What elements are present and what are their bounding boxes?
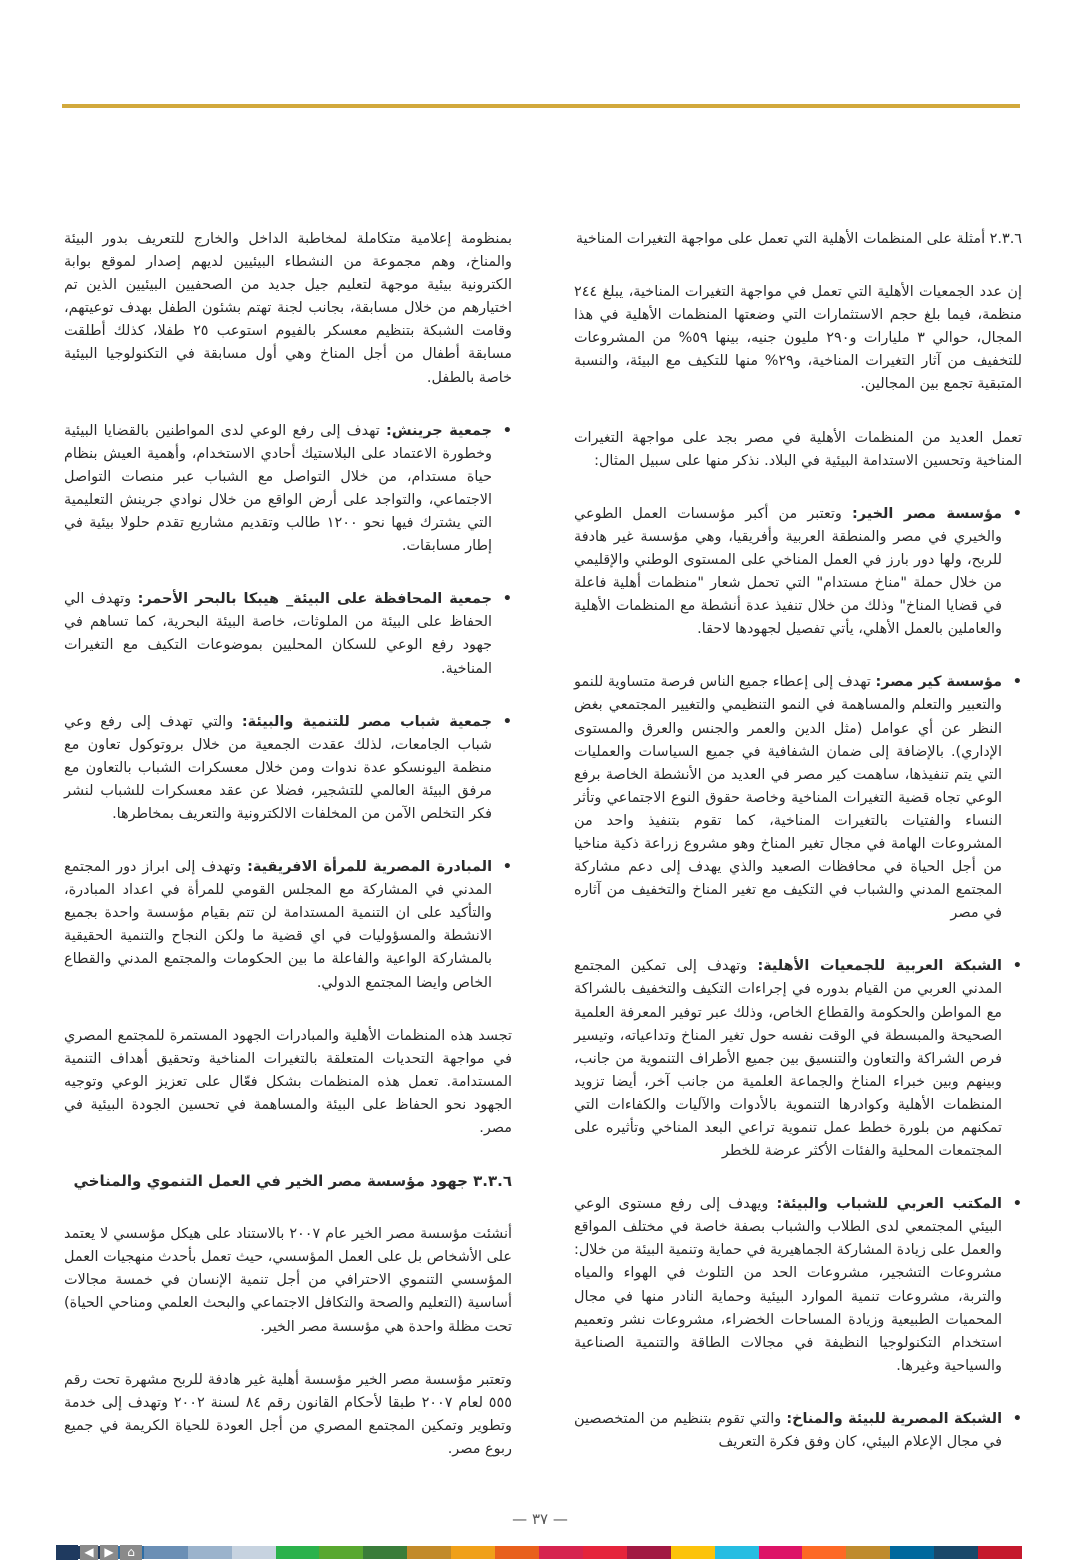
stripe-segment [144,1546,188,1559]
stripe-segment [978,1546,1022,1559]
bullet-icon: • [502,422,512,439]
stripe-segment [583,1546,627,1559]
bullet-icon: • [1012,674,1022,691]
nav-swatch [56,1545,78,1560]
bullet-icon: • [1012,958,1022,975]
paragraph-network-continued: بمنظومة إعلامية متكاملة لمخاطبة الداخل والخارج للتعريف بدور البيئة والمناخ، وهم مجموعة من النشطاء البيئيين لديهم إصدار لموقع بوابة الكترونية بيئية موجهة لتعليم جيل جديد من الصحفيين البيئيين الذين تم اختيارهم من خلال مسابقة، بجانب لجنة تهتم بشئون الطفل بهدف توعيتهم، وقامت الشبكة بتنظيم معسكر بالفيوم استوعب ٢٥ طفلا، كذلك أطلقت مسابقة أطفال من أجل المناخ وهي أول مسابقة في التكنولوجيا البيئية خاصة بالطفل. [64,231,512,386]
paragraph-ngo-count: إن عدد الجمعيات الأهلية التي تعمل في مواجهة التغيرات المناخية، يبلغ ٢٤٤ منظمة، فيما بلغ حجم الاستثمارات التي وضعتها المنظمات الأهلية في هذا المجال، حوالي ٣ مليارات و٢٩٠ مليون جنيه، بينها ٥٩% من المشروعات للتخفيف من آثار التغيرات المناخية، و٢٩% منها للتكيف مع البيئة، والنسبة المتبقية تجمع بين المجالين. [574,284,1023,393]
stripe-segment [319,1546,363,1559]
stripe-segment [495,1546,539,1559]
bullet-icon: • [1012,1410,1022,1427]
sdg-color-stripe [56,1546,1022,1559]
stripe-segment [451,1546,495,1559]
bullet-icon: • [1012,1196,1022,1213]
list-item: • مؤسسة مصر الخير: وتعتبر من أكبر مؤسسات العمل الطوعي والخيري في مصر والمنطقة العربية وأفريقيا، وهي مؤسسة غير هادفة للربح، ولها دور بارز في العمل المناخي على المستوى الوطني والإقليمي من خلال حملة "مناخ مستدام" التي تحمل شعار "منظمات أهلية فاعلة في قضايا المناخ" وذلك من خلال تنفيذ عدة أنشطة مع المنظمات الأهلية والعاملين بالعمل الأهلي، يأتي تفصيل لجهودها لاحقا. [574,503,1022,642]
bullet-icon: • [1012,505,1022,522]
page-nav [56,1545,142,1560]
section-heading-2-3-6: ٢.٣.٦ أمثلة على المنظمات الأهلية التي تعمل على مواجهة التغيرات المناخية [575,231,1022,247]
stripe-segment [539,1546,583,1559]
bullet-icon: • [502,591,512,608]
home-icon[interactable]: ⌂ [120,1545,142,1560]
page-number: — ٣٧ — [512,1510,568,1528]
list-item: • المكتب العربي للشباب والبيئة: ويهدف إلى رفع مستوى الوعي البيئي المجتمعي لدى الطلاب والشباب بصفة خاصة في مختلف المواقع والعمل على زيادة المشاركة الجماهيرية في حماية وتنمية البيئة من خلال: مشروعات التشجير، مشروعات الحد من التلوث في الهواء والمياه والتربة، مشروعات تنمية الموارد البيئية وحماية النادر منها في مجال المحميات الطبيعية وزيادة المساحات الخضراء، مشروعات نشر وتعميم استخدام التكنولوجيا النظيفة في مجالات الطاقة والتنمية الصناعية والسياحية وغيرها. [574,1193,1022,1378]
list-item: • جمعية جرينش: تهدف إلى رفع الوعي لدى المواطنين بالقضايا البيئية وخطورة الاعتماد على البلاستيك أحادي الاستخدام، وأهمية العيش بنظام حياة مستدام، من خلال التواصل مع الشباب عبر منصات التواصل الاجتماعي، والتواجد على أرض الواقع من خلال نوادي جرينش التعليمية التي يشترك فيها نحو ١٢٠٠ طالب وتقديم مشاريع تقدم حلولا بيئية في إطار مسابقات. [64,420,512,559]
ngo-list-left [64,420,512,995]
bullet-icon: • [502,713,512,730]
list-item: • الشبكة المصرية للبيئة والمناخ: والتي تقوم بتنظيم من المتخصصين في مجال الإعلام البيئي، كان وفق فكرة التعريف [574,1408,1022,1454]
stripe-segment [802,1546,846,1559]
paragraph-summary: تجسد هذه المنظمات الأهلية والمبادرات الجهود المستمرة للمجتمع المصري في مواجهة التحديات المتعلقة بالتغيرات المناخية وتحقيق أهداف التنمية المستدامة. تعمل هذه المنظمات بشكل فعّال على تعزيز الوعي وتوجيه الجهود نحو الحفاظ على البيئة والمساهمة في تحسين الجودة البيئية في مصر. [64,1027,512,1136]
arrow-right-icon[interactable]: ▶ [100,1545,118,1560]
ngo-list-right [574,503,1022,1454]
stripe-segment [276,1546,320,1559]
paragraph-foundation: أنشئت مؤسسة مصر الخير عام ٢٠٠٧ بالاستناد على هيكل مؤسسي لا يعتمد على الأشخاص بل على العمل المؤسسي، حيث تعمل بأحدث منهجيات العمل المؤسسي التنموي الاحترافي من أجل تنمية الإنسان في خمسة مجالات أساسية (التعليم والصحة والتكافل الاجتماعي والبحث العلمي ومناحي الحياة) تحت مظلة واحدة هي مؤسسة مصر الخير. [64,1226,512,1335]
stripe-segment [188,1546,232,1559]
section-heading-3-3-6: ٣.٣.٦ جهود مؤسسة مصر الخير في العمل التنموي والمناخي [73,1172,512,1191]
stripe-segment [232,1546,276,1559]
stripe-segment [759,1546,803,1559]
stripe-segment [363,1546,407,1559]
left-column [64,228,512,1491]
paragraph-ngo-intro: تعمل العديد من المنظمات الأهلية في مصر بجد على مواجهة التغيرات المناخية وتحسين الاستدامة البيئية في البلاد. نذكر منها على سبيل المثال: [574,429,1022,469]
stripe-segment [671,1546,715,1559]
list-item: • جمعية شباب مصر للتنمية والبيئة: والتي تهدف إلى رفع وعي شباب الجامعات، لذلك عقدت الجمعية من خلال بروتوكول تعاون مع منظمة اليونسكو عدة ندوات ومن خلال معسكرات الشباب بالتعاون مع مرفق البيئة العالمي للتشجير، فضلا عن عقد معسكرات للشباب لنشر فكر التخلص الآمن من المخلفات الالكترونية والتعريف بمخاطرها. [64,711,512,826]
stripe-segment [627,1546,671,1559]
paragraph-registration: وتعتبر مؤسسة مصر الخير مؤسسة أهلية غير هادفة للربح مشهرة تحت رقم ٥٥٥ لعام ٢٠٠٧ طبقا لأحكام القانون رقم ٨٤ لسنة ٢٠٠٢ وتهدف إلى خدمة وتطوير وتمكين المجتمع المصري من أجل العودة للحياة الكريمة في جميع ربوع مصر. [64,1371,512,1457]
header-gold-rule [62,104,1020,108]
arrow-left-icon[interactable]: ◀ [80,1545,98,1560]
list-item: • المبادرة المصرية للمرأة الافريقية: وتهدف إلى ابراز دور المجتمع المدني في المشاركة مع المجلس القومي للمرأة في اعداد المبادرة، والتأكيد على ان التنمية المستدامة لن تتم بقيام مؤسسة واحدة بجميع الانشطة والمسؤوليات في اي قضية ما ولكن النجاح والتنمية الحقيقية بالمشاركة الواعية والفاعلة ما بين الحكومات والمجتمع المدني والقطاع الخاص وايضا المجتمع الدولي. [64,856,512,995]
stripe-segment [407,1546,451,1559]
list-item: • مؤسسة كير مصر: تهدف إلى إعطاء جميع الناس فرصة متساوية للنمو والتعبير والتعلم والمساهمة في النمو التنظيمي والتغيير المجتمعي بغض النظر عن أي عوامل (مثل الدين والعمر والجنس والعرق والمستوى الإداري). بالإضافة إلى ضمان الشفافية في جميع السياسات والعمليات التي يتم تنفيذها، ساهمت كير مصر في العديد من الأنشطة الخاصة برفع الوعي تجاه قضية التغيرات المناخية وخاصة حقوق النوع الاجتماعي وتأثر النساء والفتيات بالتغيرات المناخية، كما تقوم بتنفيذ واحد من المشروعات الهامة في مجال تغير المناخ وهو مشروع زراعة ذكية مناخيا من أجل الحياة في محافظات الصعيد والذي يهدف إلى دعم مشاركة المجتمع المدني والشباب في التكيف مع تغير المناخ والتخفيف من آثاره في مصر [574,671,1022,925]
stripe-segment [715,1546,759,1559]
right-column [574,228,1022,1484]
stripe-segment [846,1546,890,1559]
stripe-segment [890,1546,934,1559]
bullet-icon: • [502,859,512,876]
list-item: • الشبكة العربية للجمعيات الأهلية: وتهدف إلى تمكين المجتمع المدني العربي من القيام بدوره في إجراءات التكيف والتخفيف بالشراكة مع المواطن والحكومة والقطاع الخاص، وذلك عبر توفير المعرفة العلمية الصحيحة والمبسطة في الوقت نفسه حول تغير المناخ وتداعياته، وتيسير فرص الشراكة والتعاون والتنسيق بين جميع الأطراف التنموية من جانب، وبينهم وبين خبراء المناخ والجماعة العلمية من جانب آخر، أيضا تزويد المنظمات الأهلية وكوادرها التنموية بالأدوات والآليات والكفاءات التي تمكنهم من بلورة خطط عمل تنموية تراعي البعد المناخي وتأثيره على المجتمعات المحلية والفئات الأكثر عرضة للخطر [574,955,1022,1163]
list-item: • جمعية المحافظة على البيئة_ هيبكا بالبحر الأحمر: وتهدف الي الحفاظ على البيئة من الملوثات، خاصة البيئة البحرية، كما تساهم في جهود رفع الوعي للسكان المحليين بموضوعات التكيف مع التغيرات المناخية. [64,588,512,680]
stripe-segment [934,1546,978,1559]
